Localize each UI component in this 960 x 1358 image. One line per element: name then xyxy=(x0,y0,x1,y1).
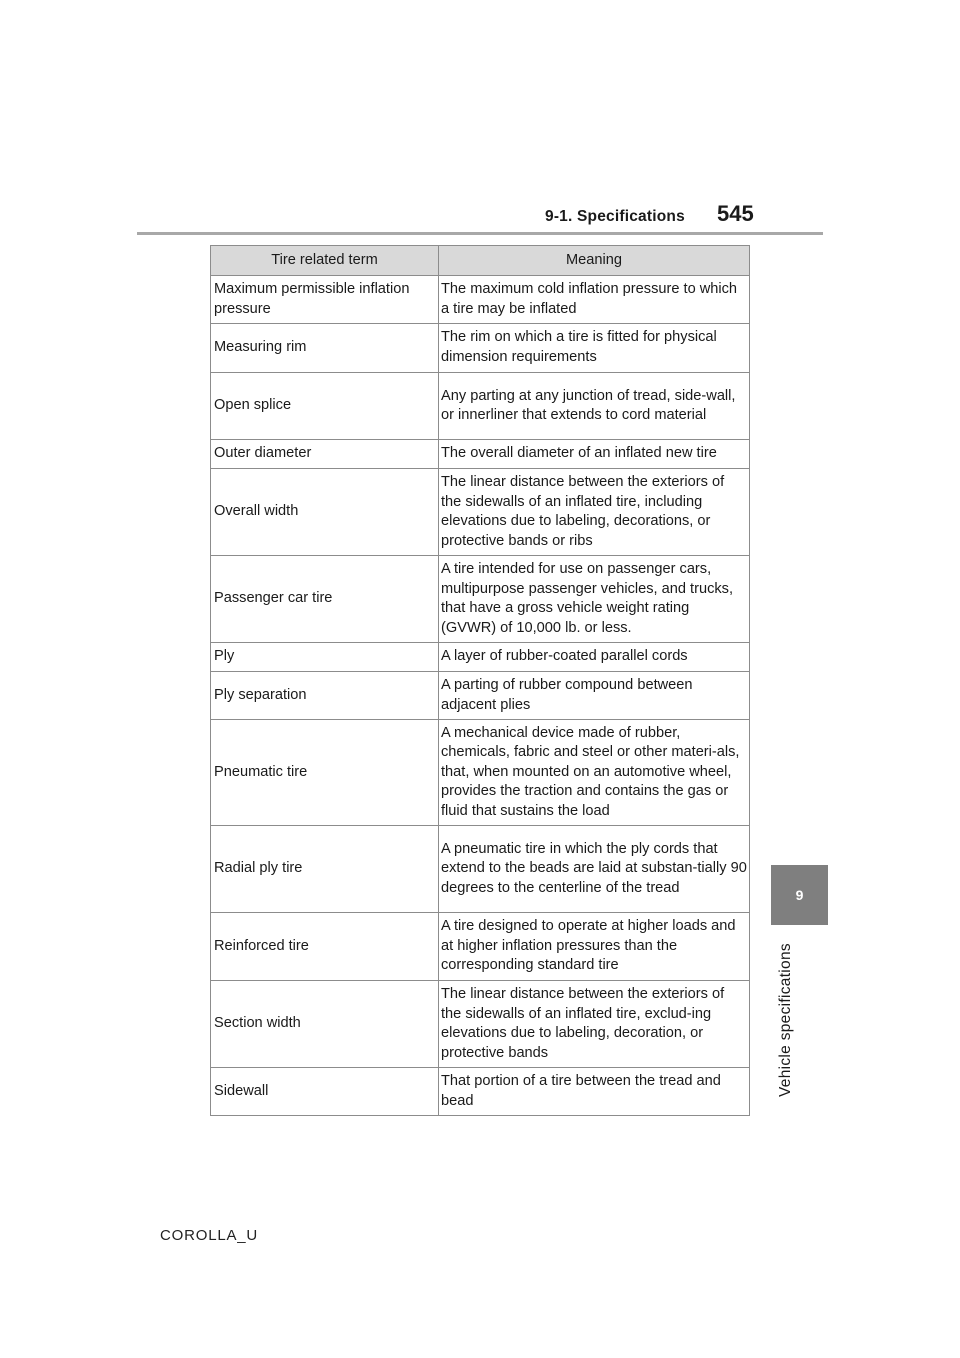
term-cell: Passenger car tire xyxy=(211,556,439,643)
column-header-meaning: Meaning xyxy=(439,246,750,276)
table-row xyxy=(211,643,750,672)
meaning-cell: A parting of rubber compound between adjacent plies xyxy=(439,672,750,720)
column-header-term: Tire related term xyxy=(211,246,439,276)
document-code: COROLLA_U xyxy=(160,1227,259,1244)
table-header-row xyxy=(211,246,750,276)
table-row xyxy=(211,440,750,469)
table-row xyxy=(211,981,750,1068)
table-row xyxy=(211,469,750,556)
term-cell: Overall width xyxy=(211,469,439,556)
header-divider xyxy=(137,232,823,235)
section-title: 9-1. Specifications xyxy=(545,208,685,225)
meaning-cell: A tire designed to operate at higher loads and at higher inflation pressures than the corresponding standard tire xyxy=(439,913,750,981)
table-row xyxy=(211,672,750,720)
term-cell: Measuring rim xyxy=(211,324,439,373)
table-row xyxy=(211,913,750,981)
term-cell: Ply separation xyxy=(211,672,439,720)
meaning-cell: The linear distance between the exteriors of the sidewalls of an inflated tire, including elevations due to labeling, decorations, or protective bands or ribs xyxy=(439,469,750,556)
term-cell: Open splice xyxy=(211,373,439,440)
term-cell: Section width xyxy=(211,981,439,1068)
meaning-cell: A tire intended for use on passenger cars, multipurpose passenger vehicles, and trucks, that have a gross vehicle weight rating (GVWR) of 10,000 lb. or less. xyxy=(439,556,750,643)
meaning-cell: The overall diameter of an inflated new tire xyxy=(439,440,750,469)
meaning-cell: A mechanical device made of rubber, chemicals, fabric and steel or other materi-als, that, when mounted on an automotive wheel, provides the traction and contains the gas or fluid that sustains the load xyxy=(439,720,750,826)
table-row xyxy=(211,826,750,913)
meaning-cell: That portion of a tire between the tread and bead xyxy=(439,1068,750,1116)
table-row xyxy=(211,324,750,373)
chapter-tab: 9 xyxy=(771,865,828,925)
page-number: 545 xyxy=(717,201,754,226)
term-cell: Sidewall xyxy=(211,1068,439,1116)
term-cell: Outer diameter xyxy=(211,440,439,469)
tire-terms-table xyxy=(210,245,750,1116)
meaning-cell: A pneumatic tire in which the ply cords that extend to the beads are laid at substan-tially 90 degrees to the centerline of the tread xyxy=(439,826,750,913)
meaning-cell: The linear distance between the exteriors of the sidewalls of an inflated tire, exclud-ing elevations due to labeling, decoration, or protective bands xyxy=(439,981,750,1068)
meaning-cell: Any parting at any junction of tread, side-wall, or innerliner that extends to cord material xyxy=(439,373,750,440)
meaning-cell: The maximum cold inflation pressure to which a tire may be inflated xyxy=(439,276,750,324)
table-row xyxy=(211,720,750,826)
chapter-title: Vehicle specifications xyxy=(777,943,794,1097)
table-row xyxy=(211,1068,750,1116)
term-cell: Ply xyxy=(211,643,439,672)
meaning-cell: A layer of rubber-coated parallel cords xyxy=(439,643,750,672)
term-cell: Reinforced tire xyxy=(211,913,439,981)
meaning-cell: The rim on which a tire is fitted for physical dimension requirements xyxy=(439,324,750,373)
term-cell: Radial ply tire xyxy=(211,826,439,913)
table-row xyxy=(211,556,750,643)
term-cell: Pneumatic tire xyxy=(211,720,439,826)
term-cell: Maximum permissible inflation pressure xyxy=(211,276,439,324)
table-row xyxy=(211,373,750,440)
table-row xyxy=(211,276,750,324)
